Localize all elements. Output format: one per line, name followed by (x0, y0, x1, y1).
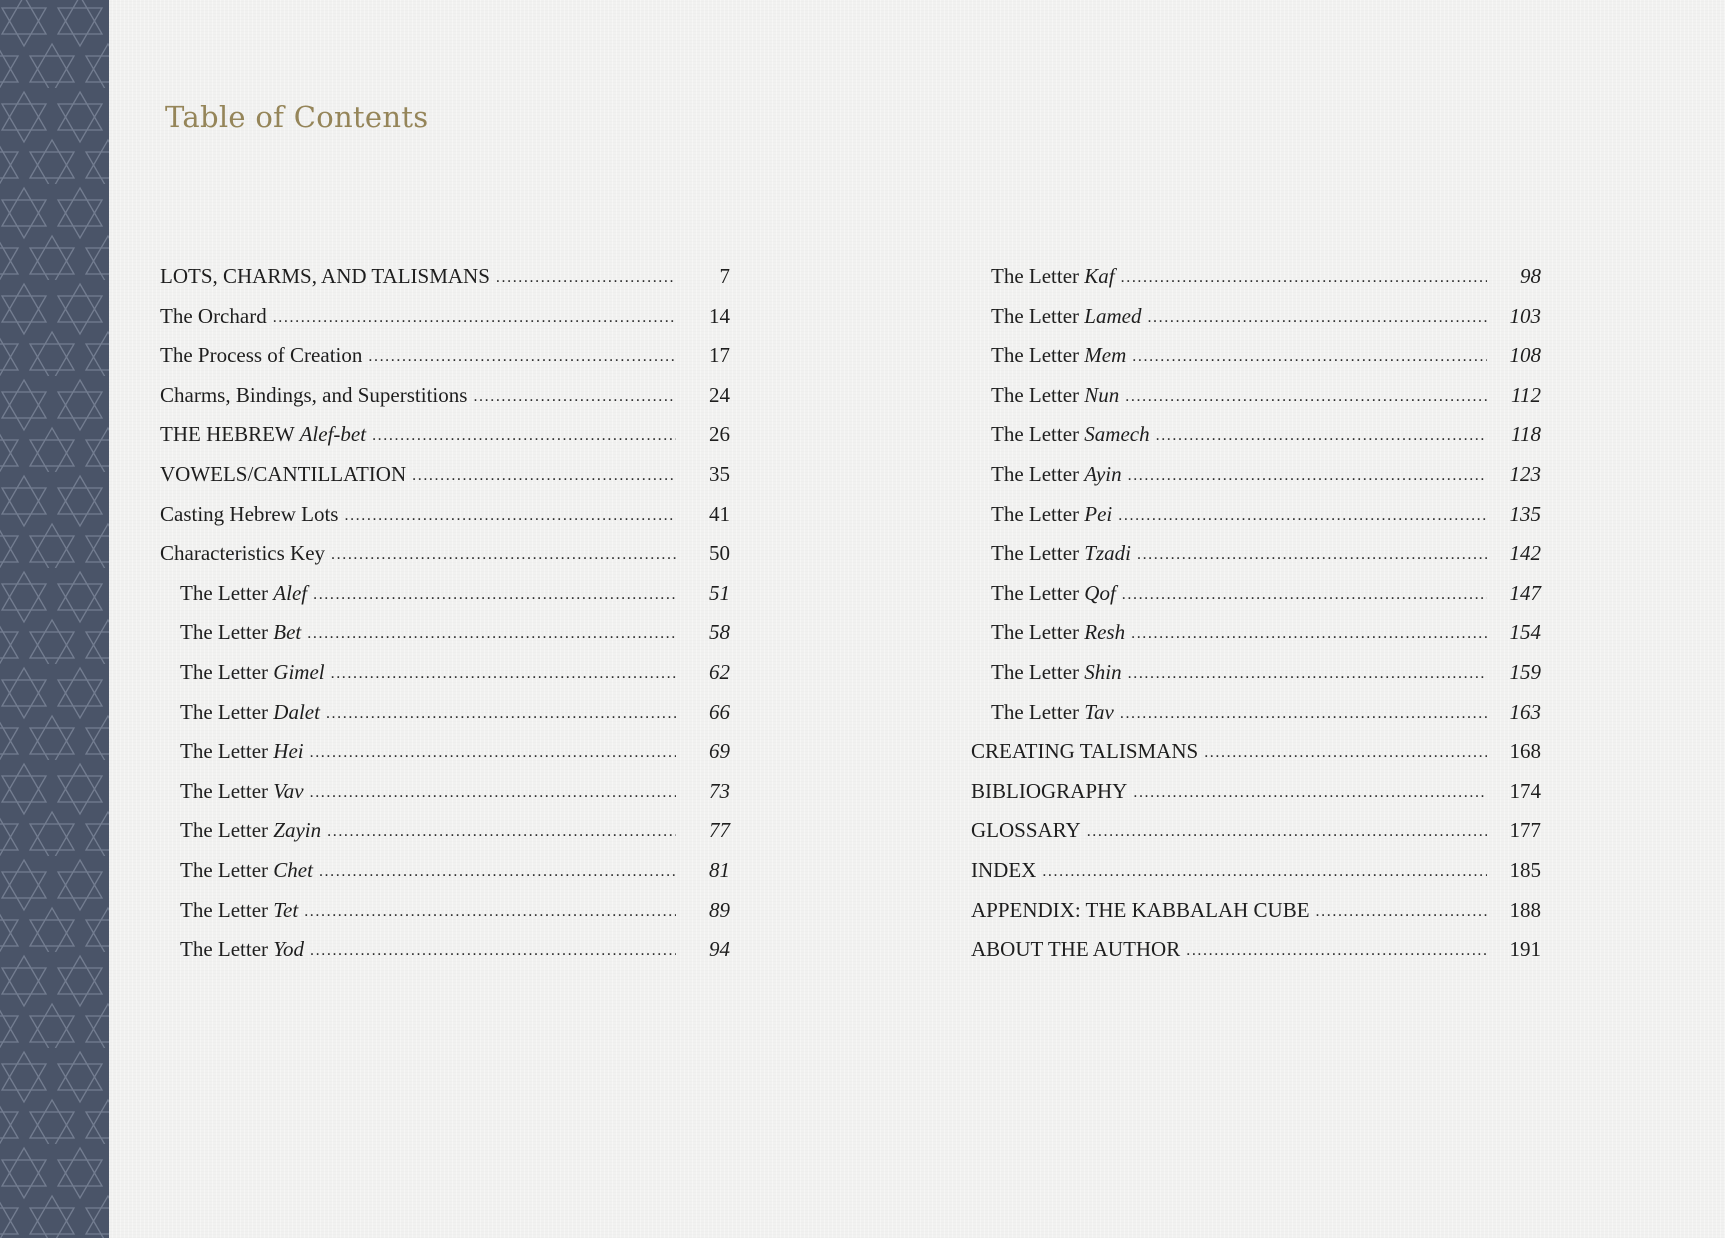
toc-entry-text: The Letter (991, 382, 1085, 407)
toc-entry-label (991, 653, 1122, 693)
toc-entry-label (971, 891, 1310, 931)
toc-entry-text: The Letter (991, 264, 1085, 288)
toc-entry-label (180, 811, 321, 851)
toc-page-number: 142 (1509, 541, 1541, 566)
toc-page-number: 69 (709, 739, 730, 764)
toc-entry-label (991, 415, 1150, 455)
toc-entry[interactable] (971, 495, 1541, 535)
toc-page-number: 62 (709, 659, 730, 684)
dot-leader (1125, 377, 1487, 417)
toc-entry-label (991, 574, 1116, 614)
toc-entry[interactable] (160, 772, 730, 812)
toc-entry-label (160, 534, 325, 574)
toc-page-number: 58 (709, 620, 730, 645)
toc-left-column (160, 257, 730, 970)
toc-entry[interactable] (160, 455, 730, 495)
toc-entry-letter-name: Tzadi (1084, 541, 1131, 566)
toc-entry-letter-name: Zayin (273, 818, 322, 843)
toc-entry-text: INDEX (971, 857, 1037, 882)
toc-page-number: 188 (1509, 897, 1541, 922)
toc-entry[interactable] (160, 574, 730, 614)
toc-entry[interactable] (971, 851, 1541, 891)
dot-leader (1204, 733, 1487, 773)
dot-leader (1131, 614, 1487, 654)
toc-entry-text: The Letter (180, 699, 274, 724)
dot-leader (473, 377, 676, 417)
toc-entry-letter-name: Mem (1084, 343, 1127, 368)
toc-entry[interactable] (971, 693, 1541, 733)
toc-entry[interactable] (971, 891, 1541, 931)
dot-leader (1132, 337, 1487, 377)
toc-entry-label (160, 336, 362, 376)
toc-entry-label (160, 495, 338, 535)
toc-entry-text: The Letter (180, 659, 274, 684)
dot-leader (1316, 892, 1487, 932)
dot-leader (496, 258, 676, 298)
dot-leader (310, 931, 676, 971)
toc-entry[interactable] (160, 376, 730, 416)
toc-entry-letter-name: Nun (1084, 382, 1120, 407)
toc-page-number: 73 (709, 778, 730, 803)
toc-page-number: 191 (1509, 937, 1541, 962)
toc-entry-label (160, 455, 406, 495)
toc-page-number: 51 (709, 580, 730, 605)
toc-entry-label (160, 257, 490, 297)
toc-entry-text: THE HEBREW (160, 422, 300, 447)
toc-page-number: 168 (1509, 739, 1541, 764)
toc-page-number: 123 (1509, 461, 1541, 486)
toc-page-number: 135 (1509, 501, 1541, 526)
dot-leader (331, 535, 676, 575)
toc-entry-label (160, 297, 267, 337)
toc-page-number: 103 (1509, 303, 1541, 328)
toc-entry-label (180, 732, 304, 772)
dot-leader (1087, 812, 1487, 852)
toc-page-number: 177 (1509, 818, 1541, 843)
toc-entry[interactable] (160, 732, 730, 772)
toc-entry-text: BIBLIOGRAPHY (971, 778, 1128, 803)
dot-leader (313, 575, 676, 615)
toc-entry-label (971, 811, 1081, 851)
toc-entry[interactable] (971, 653, 1541, 693)
toc-page-number: 98 (1520, 264, 1541, 288)
toc-entry-label (991, 455, 1122, 495)
toc-entry-letter-name: Hei (273, 739, 304, 764)
toc-entry-label (180, 693, 320, 733)
dot-leader (331, 654, 676, 694)
toc-entry[interactable] (160, 613, 730, 653)
dot-leader (1128, 456, 1487, 496)
toc-entry-text: The Letter (991, 541, 1085, 566)
dot-leader (1137, 535, 1487, 575)
toc-entry-label (180, 574, 307, 614)
toc-entry-text: The Letter (180, 937, 274, 962)
toc-entry-label (991, 613, 1125, 653)
toc-entry[interactable] (160, 930, 730, 970)
toc-page-number: 94 (709, 937, 730, 962)
toc-entry[interactable] (971, 574, 1541, 614)
toc-entry-letter-name: Kaf (1084, 264, 1115, 288)
dot-leader (327, 812, 676, 852)
toc-entry-text: The Process of Creation (160, 343, 363, 368)
toc-entry-letter-name: Chet (273, 857, 313, 882)
toc-entry-text: The Letter (180, 739, 274, 764)
toc-entry-text: ABOUT THE AUTHOR (971, 937, 1181, 962)
toc-entry-label (991, 297, 1141, 337)
toc-entry[interactable] (160, 534, 730, 574)
toc-entry-text: The Letter (991, 501, 1085, 526)
hexagram-pattern-icon (0, 0, 109, 1238)
page-title: Table of Contents (165, 100, 429, 134)
toc-entry-text: The Letter (991, 580, 1085, 605)
toc-entry-label (180, 891, 298, 931)
toc-entry[interactable] (160, 495, 730, 535)
dot-leader (310, 733, 676, 773)
toc-entry-letter-name: Qof (1084, 580, 1116, 605)
toc-entry-label (160, 376, 467, 416)
dot-leader (310, 773, 676, 813)
toc-entry[interactable] (160, 891, 730, 931)
toc-page-number: 118 (1511, 422, 1541, 447)
toc-page-number: 159 (1509, 659, 1541, 684)
toc-page-number: 77 (709, 818, 730, 843)
toc-entry-label (971, 772, 1127, 812)
toc-page-number: 50 (709, 541, 730, 566)
dot-leader (1120, 694, 1487, 734)
toc-entry[interactable] (160, 297, 730, 337)
toc-page-number: 17 (709, 343, 730, 368)
toc-entry-letter-name: Samech (1084, 422, 1150, 447)
dot-leader (412, 456, 676, 496)
toc-entry-label (991, 534, 1131, 574)
toc-entry[interactable] (971, 257, 1541, 297)
toc-page-number: 81 (709, 857, 730, 882)
dot-leader (1147, 298, 1487, 338)
toc-entry-text: The Letter (180, 818, 274, 843)
toc-entry-label (160, 415, 366, 455)
toc-page-number: 108 (1509, 343, 1541, 368)
toc-entry[interactable] (971, 376, 1541, 416)
toc-entry-label (971, 851, 1036, 891)
toc-entry-text: APPENDIX: THE KABBALAH CUBE (971, 897, 1310, 922)
dot-leader (1121, 258, 1487, 298)
toc-entry-text: CREATING TALISMANS (971, 739, 1199, 764)
toc-entry-label (991, 693, 1114, 733)
dot-leader (304, 892, 676, 932)
toc-entry-text: The Letter (180, 857, 274, 882)
toc-entry-text: The Letter (180, 778, 274, 803)
toc-entry-text: The Letter (180, 580, 274, 605)
toc-page-number: 89 (709, 897, 730, 922)
toc-entry-letter-name: Ayin (1084, 461, 1122, 486)
toc-entry-label (180, 653, 325, 693)
toc-entry-letter-name: Bet (273, 620, 302, 645)
toc-entry[interactable] (971, 772, 1541, 812)
toc-page-number: 7 (719, 264, 730, 288)
toc-entry-letter-name: Alef (273, 580, 308, 605)
toc-entry-label (991, 376, 1119, 416)
toc-entry-label (991, 495, 1112, 535)
toc-entry[interactable] (160, 257, 730, 297)
toc-entry[interactable] (971, 534, 1541, 574)
dot-leader (1133, 773, 1487, 813)
toc-page-number: 26 (709, 422, 730, 447)
toc-entry-label (180, 613, 301, 653)
toc-right-column (971, 257, 1541, 970)
toc-entry[interactable] (971, 415, 1541, 455)
toc-entry-label (180, 772, 304, 812)
toc-entry[interactable] (971, 613, 1541, 653)
toc-entry-text: Charms, Bindings, and Superstitions (160, 382, 468, 407)
toc-entry-letter-name: Dalet (273, 699, 320, 724)
toc-entry-letter-name: Alef-bet (299, 422, 367, 447)
toc-page-number: 112 (1511, 382, 1541, 407)
toc-entry[interactable] (160, 851, 730, 891)
toc-entry-label (991, 336, 1126, 376)
toc-entry-text: VOWELS/CANTILLATION (160, 461, 407, 486)
toc-entry-label (180, 930, 304, 970)
toc-entry[interactable] (160, 693, 730, 733)
toc-entry[interactable] (160, 415, 730, 455)
toc-entry-text: The Letter (991, 699, 1085, 724)
toc-page-number: 147 (1509, 580, 1541, 605)
toc-entry-letter-name: Lamed (1084, 303, 1142, 328)
toc-page-number: 163 (1509, 699, 1541, 724)
dot-leader (1118, 496, 1487, 536)
toc-entry-text: The Letter (991, 303, 1085, 328)
dot-leader (372, 416, 676, 456)
toc-entry[interactable] (971, 336, 1541, 376)
toc-entry-letter-name: Vav (273, 778, 304, 803)
dot-leader (1042, 852, 1487, 892)
toc-entry-letter-name: Tav (1084, 699, 1114, 724)
toc-page-number: 174 (1509, 778, 1541, 803)
dot-leader (307, 614, 676, 654)
toc-page-number: 14 (709, 303, 730, 328)
dot-leader (1122, 575, 1487, 615)
toc-entry-text: The Letter (991, 461, 1085, 486)
toc-entry-text: The Letter (180, 897, 274, 922)
toc-entry-text: Characteristics Key (160, 541, 326, 566)
toc-entry-letter-name: Yod (273, 937, 305, 962)
toc-entry[interactable] (971, 930, 1541, 970)
toc-entry[interactable] (971, 732, 1541, 772)
toc-entry-text: The Letter (180, 620, 274, 645)
toc-entry-text: The Letter (991, 422, 1085, 447)
toc-entry[interactable] (971, 811, 1541, 851)
dot-leader (1186, 931, 1487, 971)
toc-entry-text: GLOSSARY (971, 818, 1081, 843)
dot-leader (344, 496, 676, 536)
toc-page-number: 185 (1509, 857, 1541, 882)
dot-leader (1128, 654, 1487, 694)
toc-entry-letter-name: Resh (1084, 620, 1126, 645)
dot-leader (1156, 416, 1487, 456)
toc-entry-label (180, 851, 313, 891)
toc-entry[interactable] (160, 653, 730, 693)
toc-page-number: 24 (709, 382, 730, 407)
toc-page-number: 35 (709, 461, 730, 486)
decorative-sidebar (0, 0, 109, 1238)
toc-entry-label (971, 732, 1198, 772)
dot-leader (273, 298, 676, 338)
toc-entry-text: The Letter (991, 343, 1085, 368)
toc-entry[interactable] (160, 336, 730, 376)
toc-entry[interactable] (971, 297, 1541, 337)
toc-entry-text: Casting Hebrew Lots (160, 501, 339, 526)
toc-entry[interactable] (971, 455, 1541, 495)
dot-leader (319, 852, 676, 892)
toc-page-number: 66 (709, 699, 730, 724)
toc-entry-letter-name: Shin (1084, 659, 1122, 684)
toc-entry-letter-name: Tet (273, 897, 299, 922)
dot-leader (368, 337, 676, 377)
toc-entry[interactable] (160, 811, 730, 851)
toc-entry-text: The Letter (991, 659, 1085, 684)
toc-page-number: 41 (709, 501, 730, 526)
toc-entry-label (971, 930, 1180, 970)
toc-entry-letter-name: Gimel (273, 659, 325, 684)
toc-entry-label (991, 257, 1115, 297)
toc-entry-letter-name: Pei (1084, 501, 1113, 526)
toc-entry-text: The Orchard (160, 303, 267, 328)
toc-page-number: 154 (1509, 620, 1541, 645)
toc-entry-text: LOTS, CHARMS, AND TALISMANS (160, 264, 490, 288)
dot-leader (326, 694, 676, 734)
toc-entry-text: The Letter (991, 620, 1085, 645)
